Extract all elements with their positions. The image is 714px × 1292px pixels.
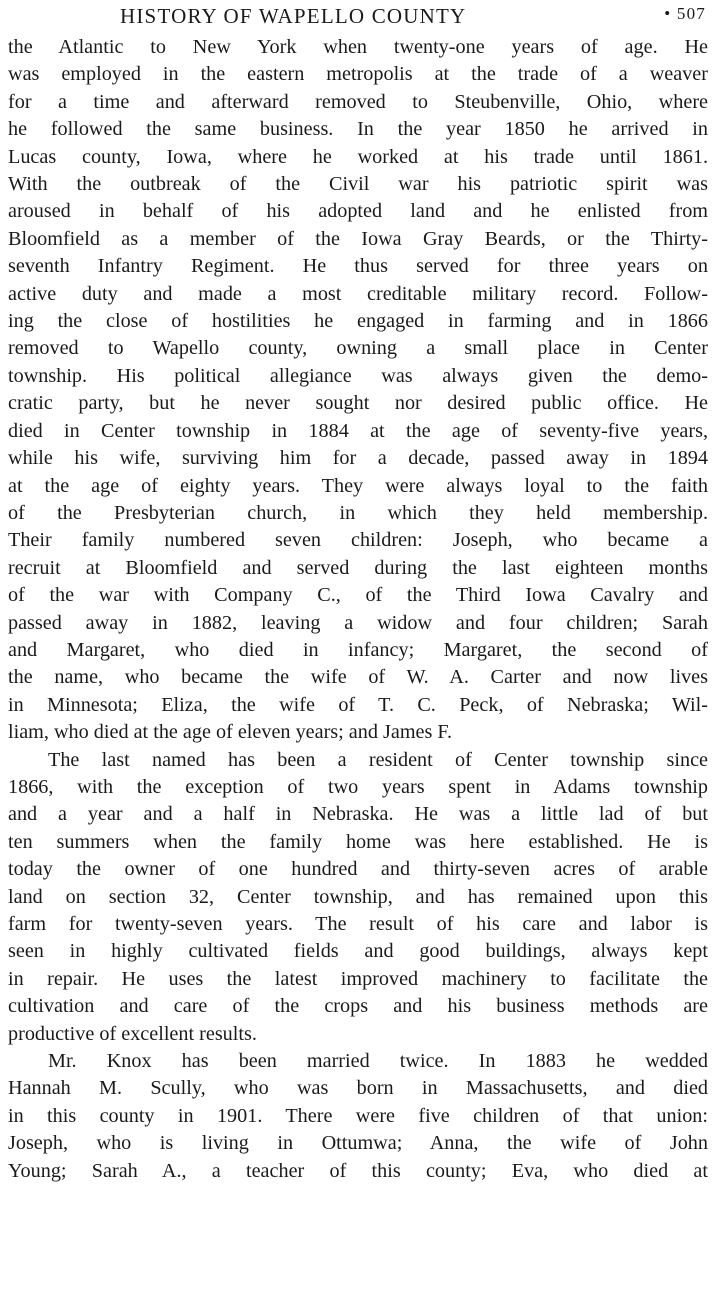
text-line: liam, who died at the age of eleven years; and James F.: [8, 721, 453, 744]
text-line: passed away in 1882, leaving a widow and four children; Sarah: [8, 611, 708, 634]
text-line: at the age of eighty years. They were always loyal to the faith: [8, 474, 708, 497]
text-line: of the Presbyterian church, in which they held membership.: [8, 501, 708, 524]
text-line: while his wife, surviving him for a decade, passed away in 1894: [8, 447, 708, 470]
text-line: active duty and made a most creditable military record. Follow-: [8, 282, 708, 305]
text-line: ten summers when the family home was here established. He is: [8, 830, 708, 853]
text-line: Joseph, who is living in Ottumwa; Anna, the wife of John: [8, 1132, 708, 1155]
text-line: cultivation and care of the crops and his business methods are: [8, 995, 708, 1018]
text-line: removed to Wapello county, owning a small place in Center: [8, 337, 708, 360]
text-line: of the war with Company C., of the Third Iowa Cavalry and: [8, 584, 708, 607]
text-line: today the owner of one hundred and thirty-seven acres of arable: [8, 858, 708, 881]
text-line: land on section 32, Center township, and has remained upon this: [8, 885, 708, 908]
running-header: [8, 0, 708, 34]
text-line: and Margaret, who died in infancy; Margaret, the second of: [8, 638, 708, 661]
text-line: the Atlantic to New York when twenty-one years of age. He: [8, 36, 708, 58]
text-line: for a time and afterward removed to Steubenville, Ohio, where: [8, 90, 708, 113]
text-line: Mr. Knox has been married twice. In 1883 he wedded: [48, 1050, 708, 1073]
text-line: in repair. He uses the latest improved machinery to facilitate the: [8, 967, 708, 990]
text-line: was employed in the eastern metropolis at the trade of a weaver: [8, 63, 708, 86]
text-line: 1866, with the exception of two years spent in Adams township: [8, 775, 708, 798]
text-line: cratic party, but he never sought nor desired public office. He: [8, 392, 708, 415]
text-line: died in Center township in 1884 at the age of seventy-five years,: [8, 419, 708, 442]
text-line: the name, who became the wife of W. A. Carter and now lives: [8, 666, 708, 689]
text-line: Lucas county, Iowa, where he worked at his trade until 1861.: [8, 145, 708, 168]
text-line: Bloomfield as a member of the Iowa Gray Beards, or the Thirty-: [8, 227, 708, 250]
text-line: productive of excellent results.: [8, 1022, 257, 1045]
running-title: HISTORY OF WAPELLO COUNTY: [120, 4, 467, 28]
text-line: farm for twenty-seven years. The result of his care and labor is: [8, 913, 708, 935]
paragraph: [8, 1048, 708, 1185]
paragraph: [8, 747, 708, 1048]
paragraph: [8, 34, 708, 747]
text-line: With the outbreak of the Civil war his patriotic spirit was: [8, 173, 708, 196]
text-line: The last named has been a resident of Center township since: [48, 748, 708, 771]
text-line: and a year and a half in Nebraska. He was a little lad of but: [8, 803, 708, 826]
text-line: Their family numbered seven children: Joseph, who became a: [8, 529, 708, 552]
text-line: seventh Infantry Regiment. He thus served for three years on: [8, 255, 708, 278]
text-line: in Minnesota; Eliza, the wife of T. C. Peck, of Nebraska; Wil-: [8, 693, 708, 716]
text-line: township. His political allegiance was always given the demo-: [8, 364, 708, 387]
text-line: Young; Sarah A., a teacher of this county; Eva, who died at: [8, 1159, 708, 1182]
body-text: [8, 34, 708, 1185]
text-line: aroused in behalf of his adopted land and he enlisted from: [8, 200, 708, 223]
text-line: Hannah M. Scully, who was born in Massachusetts, and died: [8, 1077, 708, 1100]
text-line: ing the close of hostilities he engaged in farming and in 1866: [8, 310, 708, 333]
page-number: • 507: [664, 4, 706, 23]
text-line: seen in highly cultivated fields and good buildings, always kept: [8, 940, 708, 963]
book-page: [8, 0, 708, 1185]
text-line: he followed the same business. In the year 1850 he arrived in: [8, 118, 708, 141]
text-line: in this county in 1901. There were five children of that union:: [8, 1104, 708, 1127]
text-line: recruit at Bloomfield and served during the last eighteen months: [8, 556, 708, 579]
